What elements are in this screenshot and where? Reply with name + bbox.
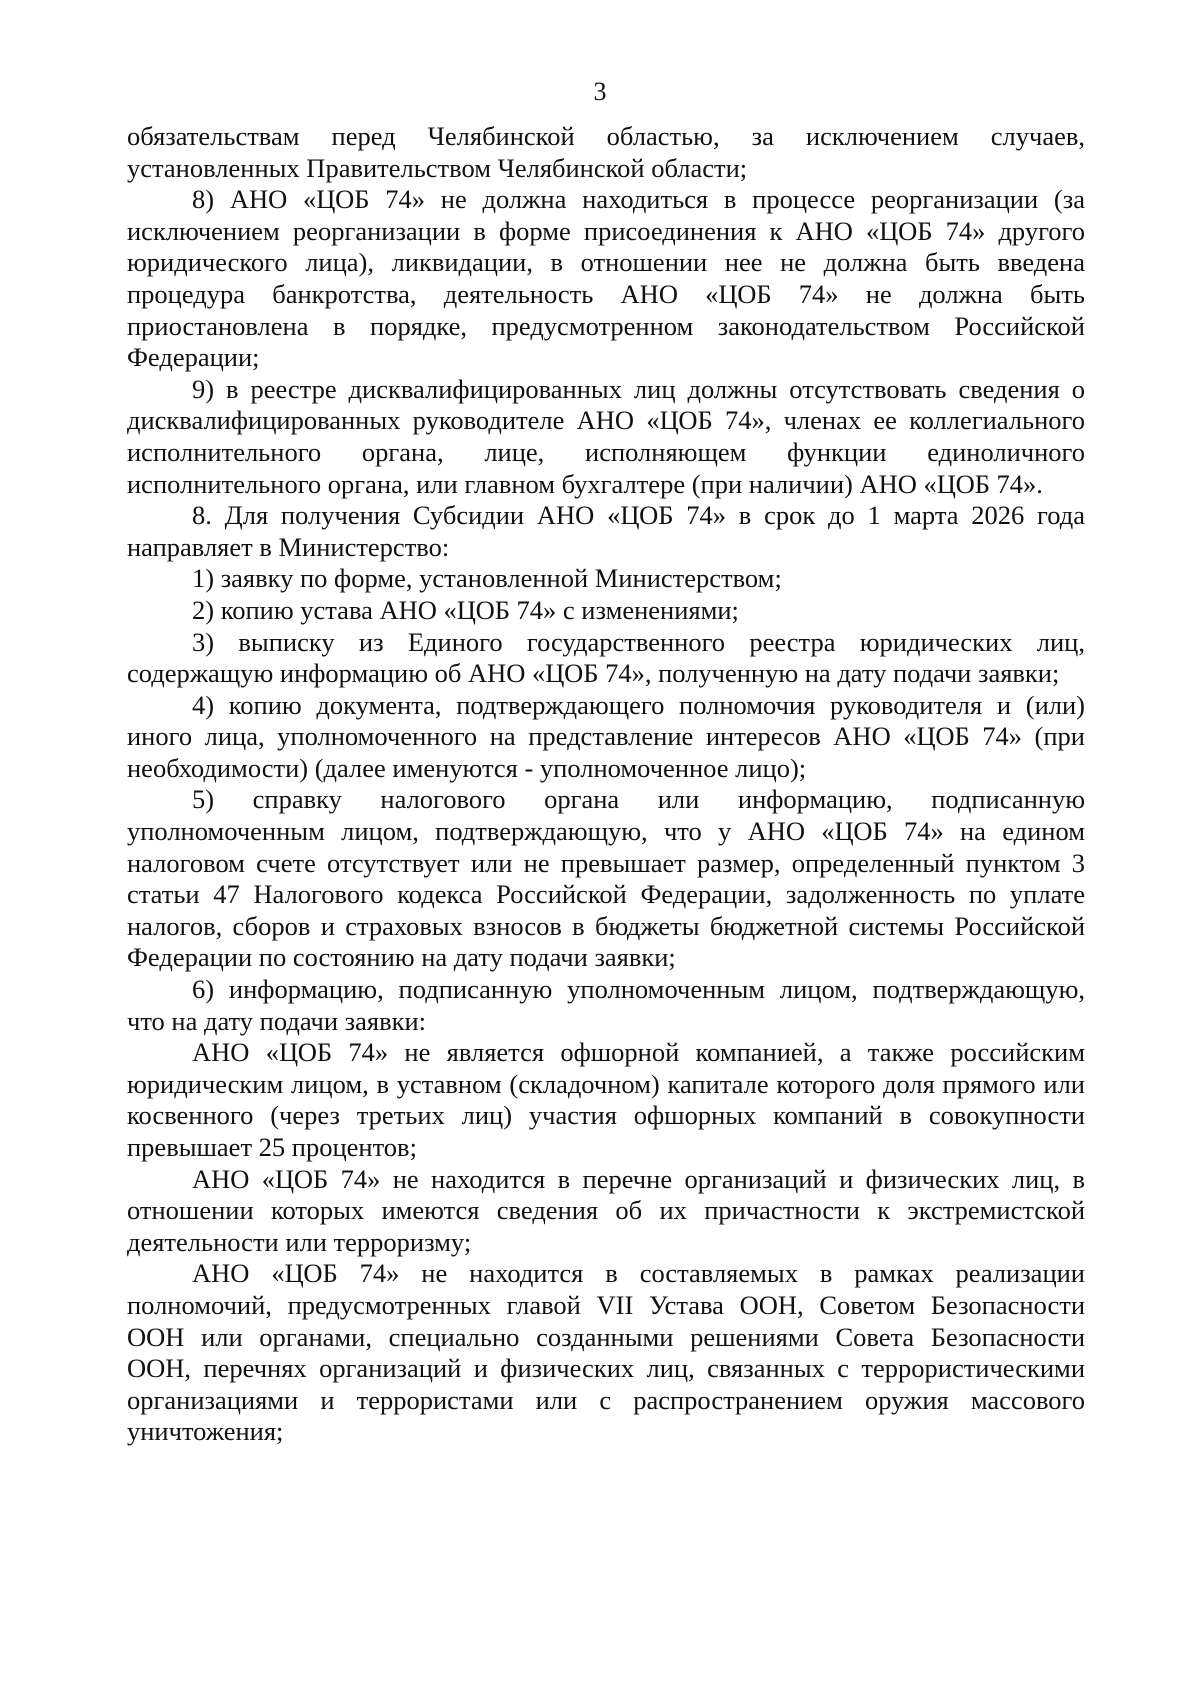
paragraph-list-item-3: 3) выписку из Единого государственного реестра юридических лиц, содержащую информацию об АНО «ЦОБ 74», полученную на дату подачи заявки; [127, 626, 1085, 689]
paragraph-item-8-reorganization: 8) АНО «ЦОБ 74» не должна находиться в процессе реорганизации (за исключением реорганизации в форме присоединения к АНО «ЦОБ 74» другого юридического лица), ликвидации, в отношении нее не должна быть введена процедура банкротства, деятельность АНО «ЦОБ 74» не должна быть приостановлена в порядке, предусмотренном законодательством Российской Федерации; [127, 184, 1085, 373]
page-number: 3 [593, 77, 607, 106]
paragraph-un-lists: АНО «ЦОБ 74» не находится в составляемых в рамках реализации полномочий, предусмотренных главой VII Устава ООН, Советом Безопасности ООН или органами, специально созданными решениями Совета Безопасности ООН, перечнях организаций и физических лиц, связанных с террористическими организациями и террористами или с распространением оружия массового уничтожения; [127, 1258, 1085, 1447]
paragraph-list-item-1: 1) заявку по форме, установленной Министерством; [192, 563, 782, 594]
document-body [127, 121, 1085, 1448]
paragraph-list-item-6: 6) информацию, подписанную уполномоченным лицом, подтверждающую, что на дату подачи заявки: [127, 974, 1085, 1036]
paragraph-item-9-disqualified: 9) в реестре дисквалифицированных лиц должны отсутствовать сведения о дисквалифицированных руководителе АНО «ЦОБ 74», членах ее коллегиального исполнительного органа, лице, исполняющем функции единоличного исполнительного органа, или главном бухгалтере (при наличии) АНО «ЦОБ 74». [127, 373, 1085, 499]
paragraph-continuation: обязательствам перед Челябинской областью, за исключением случаев, установленных Правительством Челябинской области; [127, 121, 1085, 183]
paragraph-section-8: 8. Для получения Субсидии АНО «ЦОБ 74» в срок до 1 марта 2026 года направляет в Министерство: [127, 500, 1085, 562]
paragraph-extremism: АНО «ЦОБ 74» не находится в перечне организаций и физических лиц, в отношении которых имеются сведения об их причастности к экстремистской деятельности или терроризму; [127, 1163, 1085, 1257]
paragraph-list-item-5: 5) справку налогового органа или информацию, подписанную уполномоченным лицом, подтверждающую, что у АНО «ЦОБ 74» на едином налоговом счете отсутствует или не превышает размер, определенный пунктом 3 статьи 47 Налогового кодекса Российской Федерации, задолженность по уплате налогов, сборов и страховых взносов в бюджеты бюджетной системы Российской Федерации по состоянию на дату подачи заявки; [127, 784, 1085, 973]
paragraph-list-item-2: 2) копию устава АНО «ЦОБ 74» с изменениями; [192, 594, 739, 625]
paragraph-offshore: АНО «ЦОБ 74» не является офшорной компанией, а также российским юридическим лицом, в уставном (складочном) капитале которого доля прямого или косвенного (через третьих лиц) участия офшорных компаний в совокупности превышает 25 процентов; [127, 1037, 1085, 1162]
paragraph-list-item-4: 4) копию документа, подтверждающего полномочия руководителя и (или) иного лица, уполномоченного на представление интересов АНО «ЦОБ 74» (при необходимости) (далее именуются - уполномоченное лицо); [127, 689, 1085, 783]
